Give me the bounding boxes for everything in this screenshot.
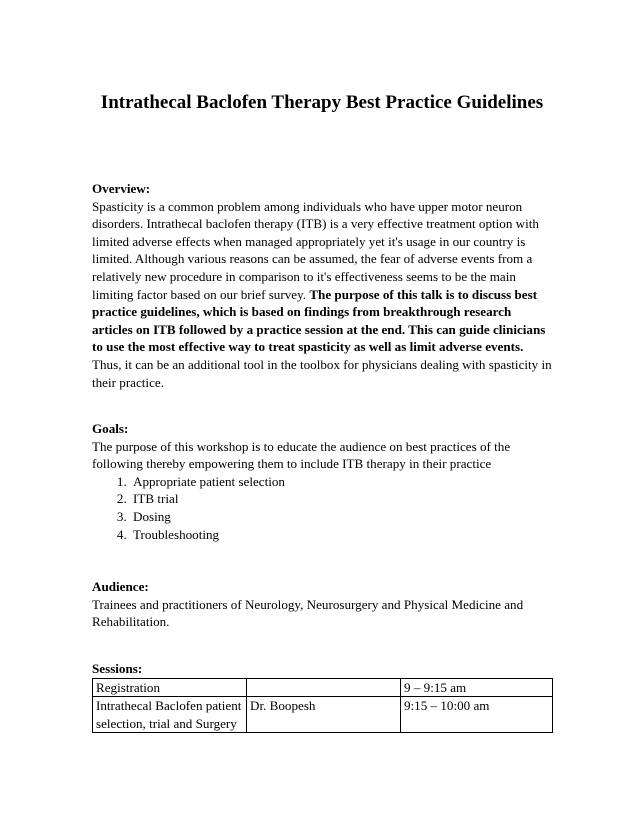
overview-section bbox=[92, 180, 552, 391]
audience-heading: Audience: bbox=[92, 579, 149, 594]
audience-section bbox=[92, 578, 552, 631]
goals-list bbox=[92, 473, 552, 543]
goals-section bbox=[92, 420, 552, 543]
audience-text: Trainees and practitioners of Neurology, Neurosurgery and Physical Medicine and Rehabilitation. bbox=[92, 596, 524, 630]
list-item: 2. ITB trial bbox=[130, 490, 552, 508]
list-item: 3. Dosing bbox=[130, 508, 552, 526]
session-cell: Intrathecal Baclofen patient selection, trial and Surgery bbox=[93, 697, 247, 733]
list-item: 4. Troubleshooting bbox=[130, 526, 552, 544]
overview-text-bold: The purpose of this talk is to discuss best practice guidelines, which is based on findings from breakthrough research articles on ITB followed by a practice session at the end. This can guide clinicians to use the most effective way to treat spasticity as well as limit adverse events. bbox=[92, 286, 546, 355]
sessions-heading: Sessions: bbox=[92, 661, 143, 676]
session-cell: Registration bbox=[93, 678, 247, 697]
goals-heading: Goals: bbox=[92, 421, 129, 436]
overview-paragraph bbox=[92, 198, 552, 392]
list-item: 1. Appropriate patient selection bbox=[130, 473, 552, 491]
table-row bbox=[93, 697, 553, 733]
speaker-cell bbox=[247, 678, 401, 697]
document-title: Intrathecal Baclofen Therapy Best Practice Guidelines bbox=[100, 92, 544, 113]
sessions-table bbox=[92, 678, 553, 734]
overview-text-2: Thus, it can be an additional tool in the toolbox for physicians dealing with spasticity in their practice. bbox=[92, 356, 552, 390]
time-cell: 9:15 – 10:00 am bbox=[401, 697, 553, 733]
time-cell: 9 – 9:15 am bbox=[401, 678, 553, 697]
overview-heading: Overview: bbox=[92, 181, 151, 196]
table-row bbox=[93, 678, 553, 697]
goals-intro: The purpose of this workshop is to educate the audience on best practices of the following thereby empowering them to include ITB therapy in their practice bbox=[92, 438, 511, 472]
speaker-cell: Dr. Boopesh bbox=[247, 697, 401, 733]
overview-text-1: Spasticity is a common problem among individuals who have upper motor neuron disorders. Intrathecal baclofen therapy (ITB) is a very effective treatment option with limited adverse effects when managed appropriately yet it's usage in our country is limited. Although various reasons can be assumed, the fear of adverse events from a relatively new procedure in comparison to it's effectiveness seems to be the main limiting factor based on our brief survey. bbox=[92, 198, 539, 302]
sessions-section bbox=[92, 660, 552, 733]
